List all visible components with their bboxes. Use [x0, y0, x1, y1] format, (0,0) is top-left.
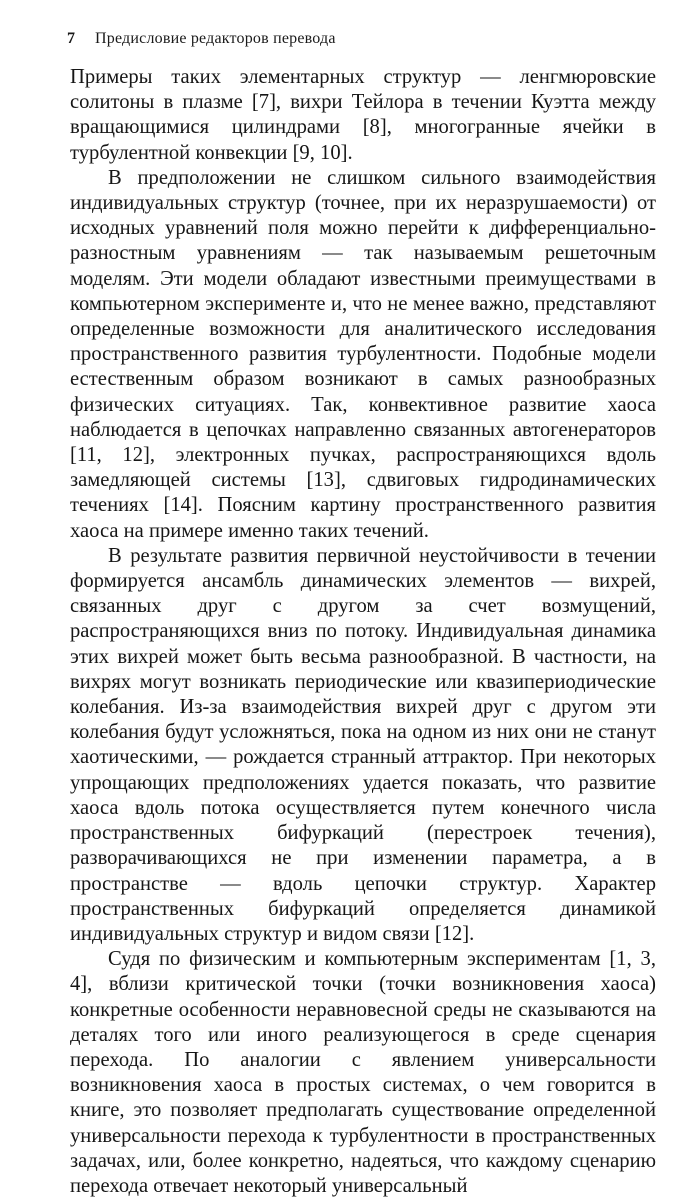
running-title: Предисловие редакторов перевода: [95, 30, 336, 47]
page-number: 7: [67, 30, 75, 47]
body-text: [70, 65, 656, 1199]
paragraph: В результате развития первичной неустойчивости в течении формируется ансамбль динамических элементов — вихрей, связанных друг с другом за счет возмущений, распространяющихся вниз по потоку. Индивидуальная динамика этих вихрей может быть весьма разнообразной. В частности, на вихрях могут возникать периодические или квазипериодические колебания. Из-за взаимодействия вихрей друг с другом эти колебания будут усложняться, пока на одном из них они не станут хаотическими, — рождается странный аттрактор. При некоторых упрощающих предположениях удается показать, что развитие хаоса вдоль потока осуществляется путем конечного числа пространственных бифуркаций (перестроек течения), разворачивающихся не при изменении параметра, а в пространстве — вдоль цепочки структур. Характер пространственных бифуркаций определяется динамикой индивидуальных структур и видом связи [12].: [70, 544, 656, 945]
paragraph-continued: Примеры таких элементарных структур — ленгмюровские солитоны в плазме [7], вихри Тейлора в течении Куэтта между вращающимися цилиндрами [8], многогранные ячейки в турбулентной конвекции [9, 10].: [70, 66, 656, 164]
paragraph: В предположении не слишком сильного взаимодействия индивидуальных структур (точнее, при их неразрушаемости) от исходных уравнений поля можно перейти к дифференциально-разностным уравнениям — так называемым решеточным моделям. Эти модели обладают известными преимуществами в компьютерном эксперименте и, что не менее важно, представляют определенные возможности для аналитического исследования пространственного развития турбулентности. Подобные модели естественным образом возникают в самых разнообразных физических ситуациях. Так, конвективное развитие хаоса наблюдается в цепочках направленно связанных автогенераторов [11, 12], электронных пучках, распространяющихся вдоль замедляющей системы [13], сдвиговых гидродинамических течениях [14]. Поясним картину пространственного развития хаоса на примере именно таких течений.: [70, 166, 656, 542]
paragraph: Судя по физическим и компьютерным экспериментам [1, 3, 4], вблизи критической точки (точки возникновения хаоса) конкретные особенности неравновесной среды не сказываются на деталях того или иного реализующегося в среде сценария перехода. По аналогии с явлением универсальности возникновения хаоса в простых системах, о чем говорится в книге, это позволяет предполагать существование определенной универсальности перехода к турбулентности в пространственных задачах, или, более конкретно, надеяться, что каждому сценарию перехода отвечает некоторый универсальный: [70, 948, 656, 1197]
running-header: [67, 28, 657, 52]
